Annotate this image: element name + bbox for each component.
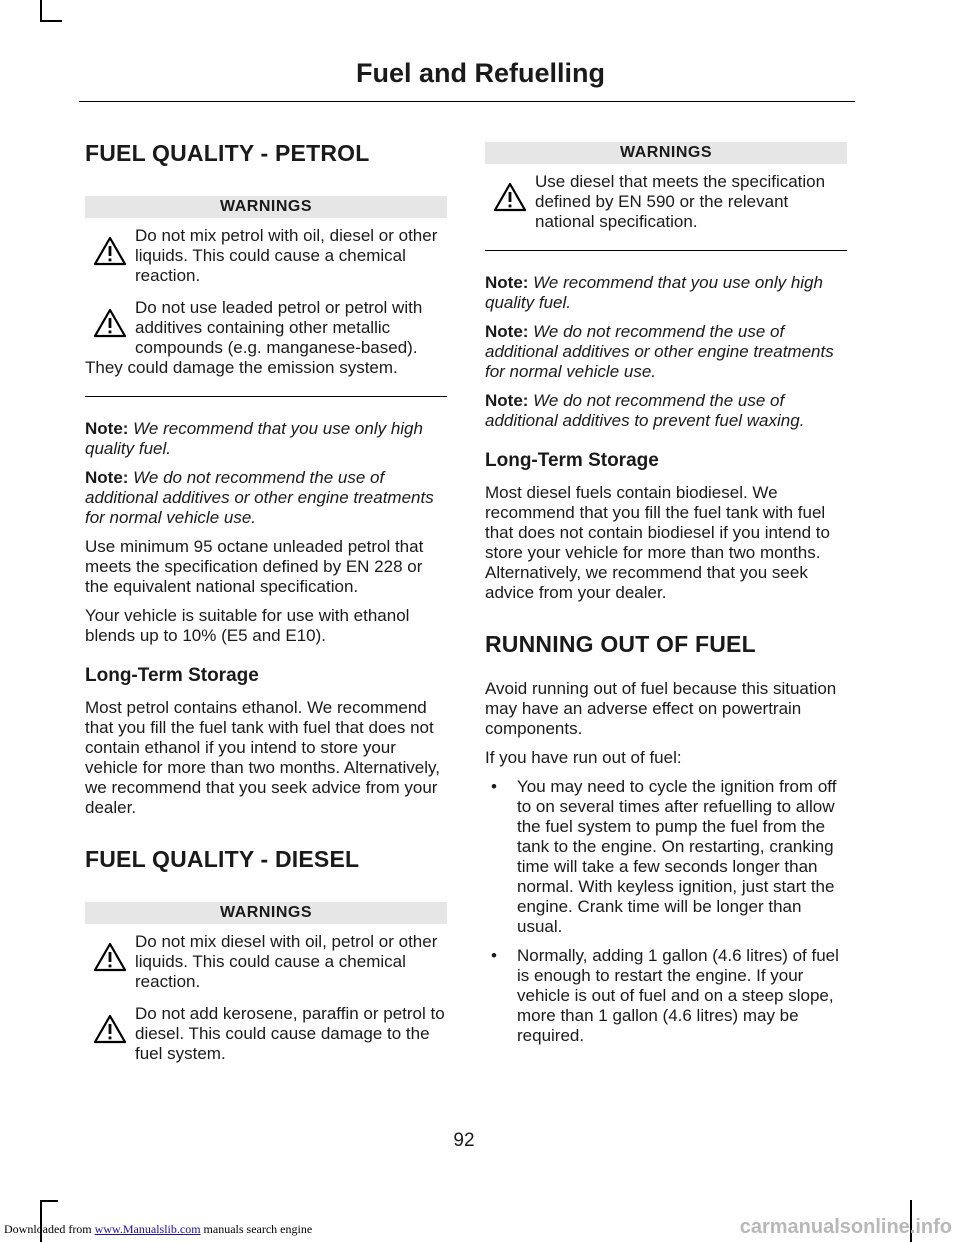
section-heading-diesel: FUEL QUALITY - DIESEL: [85, 846, 360, 872]
note-text: We recommend that you use only high quality fuel.: [485, 273, 823, 312]
warning-box-diesel-spec: [485, 142, 847, 251]
note-paragraph: [85, 468, 447, 528]
warning-text: Do not mix petrol with oil, diesel or other liquids. This could cause a chemical reaction.: [135, 226, 438, 285]
note-paragraph: [485, 273, 847, 313]
crop-mark: [40, 20, 62, 22]
warning-triangle-icon: [85, 932, 135, 972]
note-label: Note:: [85, 419, 129, 438]
section-heading-running-out: RUNNING OUT OF FUEL: [485, 631, 756, 657]
body-paragraph: Use minimum 95 octane unleaded petrol that meets the specification defined by EN 228 or the equivalent national specification.: [85, 537, 424, 596]
warning-item: [85, 298, 447, 378]
body-paragraph: Most diesel fuels contain biodiesel. We recommend that you fill the fuel tank with fuel that does not contain biodiesel if you intend to store your vehicle for more than two months. Alternatively, we recommend that you seek advice from your dealer.: [485, 483, 830, 602]
body-paragraph: If you have run out of fuel:: [485, 748, 682, 767]
warning-item: [85, 1004, 447, 1064]
section-heading-petrol: FUEL QUALITY - PETROL: [85, 140, 370, 166]
subheading-long-term-storage: Long-Term Storage: [85, 665, 259, 686]
footer-suffix: manuals search engine: [200, 1222, 313, 1236]
warning-item: [85, 932, 447, 992]
footer-prefix: Downloaded from: [4, 1222, 95, 1236]
note-label: Note:: [485, 391, 529, 410]
crop-mark: [40, 1200, 58, 1202]
bullet-list: [485, 777, 847, 1046]
warning-heading: WARNINGS: [85, 196, 447, 218]
footer-link[interactable]: www.Manualslib.com: [94, 1222, 201, 1236]
warning-heading: WARNINGS: [85, 902, 447, 924]
list-item: • You may need to cycle the ignition from off to on several times after refuelling to allow the fuel system to pump the fuel from the tank to the engine. On restarting, cranking time will take a few seconds longer than normal. With keyless ignition, just start the engine. Crank time will be longer than usual.: [485, 777, 847, 937]
crop-mark: [40, 0, 42, 22]
warning-triangle-icon: [485, 172, 535, 212]
page-header-title: Fuel and Refuelling: [355, 58, 605, 88]
warning-triangle-icon: [85, 1004, 135, 1044]
subheading-long-term-storage: Long-Term Storage: [485, 450, 659, 471]
note-text: We do not recommend the use of additional additives or other engine treatments for normal vehicle use.: [485, 322, 834, 381]
note-label: Note:: [485, 322, 529, 341]
watermark: carmanualsonline.info: [739, 1216, 952, 1238]
note-text: We do not recommend the use of additional additives to prevent fuel waxing.: [485, 391, 805, 430]
warning-item: [85, 226, 447, 286]
warning-heading: WARNINGS: [485, 142, 847, 164]
warning-text: Do not mix diesel with oil, petrol or other liquids. This could cause a chemical reaction.: [135, 932, 438, 991]
warning-triangle-icon: [85, 226, 135, 266]
body-paragraph: Avoid running out of fuel because this situation may have an adverse effect on powertrain components.: [485, 679, 837, 738]
note-text: We do not recommend the use of additional additives or other engine treatments for normal vehicle use.: [85, 468, 434, 527]
warning-box-petrol: [85, 196, 447, 397]
warning-item: [485, 172, 847, 232]
header-divider: [79, 101, 855, 102]
note-paragraph: [85, 419, 447, 459]
note-paragraph: [485, 322, 847, 382]
page-number: 92: [453, 1130, 475, 1151]
left-column: [85, 138, 447, 1104]
note-text: We recommend that you use only high quality fuel.: [85, 419, 423, 458]
download-footer: [4, 1222, 312, 1237]
body-paragraph: Your vehicle is suitable for use with ethanol blends up to 10% (E5 and E10).: [85, 606, 410, 645]
warning-triangle-icon: [85, 298, 135, 356]
body-paragraph: Most petrol contains ethanol. We recommend that you fill the fuel tank with fuel that does not contain ethanol if you intend to store your vehicle for more than two months. Alternatively, we recommend that you seek advice from your dealer.: [85, 698, 440, 817]
note-paragraph: [485, 391, 847, 431]
warning-text: Use diesel that meets the specification defined by EN 590 or the relevant national specification.: [535, 172, 826, 231]
warning-text: Do not add kerosene, paraffin or petrol to diesel. This could cause damage to the fuel system.: [135, 1004, 445, 1063]
right-column: [485, 142, 847, 1055]
note-label: Note:: [85, 468, 129, 487]
warning-box-diesel: [85, 902, 447, 1082]
note-label: Note:: [485, 273, 529, 292]
warning-text: Do not use leaded petrol or petrol with additives containing other metallic compounds (e.g. manganese-based). They could damage the emission system.: [85, 298, 423, 377]
list-item: • Normally, adding 1 gallon (4.6 litres) of fuel is enough to restart the engine. If your vehicle is out of fuel and on a steep slope, more than 1 gallon (4.6 litres) may be required.: [485, 946, 847, 1046]
